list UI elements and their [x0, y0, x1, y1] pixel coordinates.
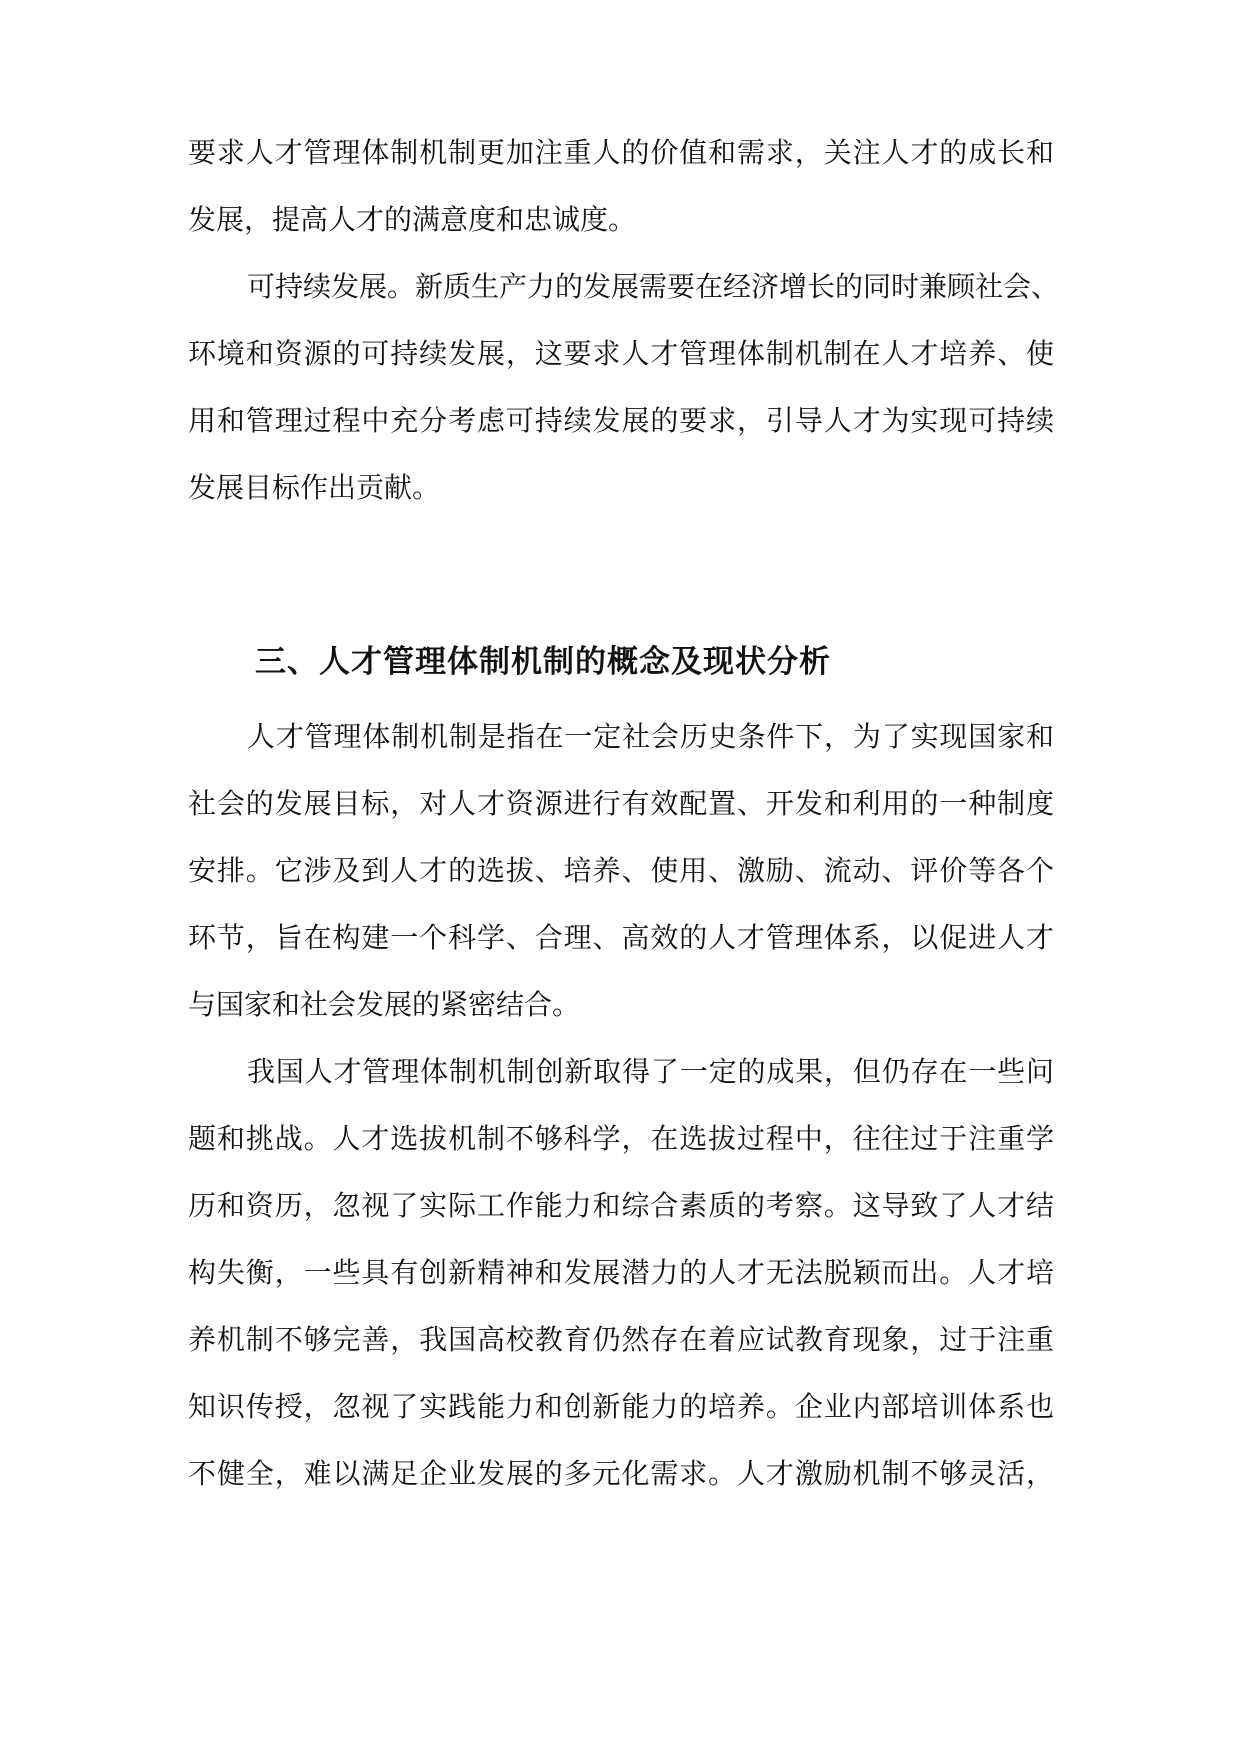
paragraph-line: 人才管理体制机制是指在一定社会历史条件下，为了实现国家和 — [247, 720, 1054, 753]
paragraph-line: 用和管理过程中充分考虑可持续发展的要求，引导人才为实现可持续 — [188, 404, 1054, 437]
paragraph-line: 可持续发展。新质生产力的发展需要在经济增长的同时兼顾社会、 — [247, 270, 1060, 303]
paragraph-line: 构失衡，一些具有创新精神和发展潜力的人才无法脱颖而出。人才培 — [188, 1256, 1054, 1289]
section-heading: 三、人才管理体制机制的概念及现状分析 — [255, 644, 831, 680]
paragraph-line: 历和资历，忽视了实际工作能力和综合素质的考察。这导致了人才结 — [188, 1189, 1054, 1222]
paragraph-line: 环节，旨在构建一个科学、合理、高效的人才管理体系，以促进人才 — [188, 921, 1054, 954]
paragraph-line: 要求人才管理体制机制更加注重人的价值和需求，关注人才的成长和 — [188, 136, 1054, 169]
paragraph-line: 环境和资源的可持续发展，这要求人才管理体制机制在人才培养、使 — [188, 337, 1054, 370]
paragraph-line: 发展，提高人才的满意度和忠诚度。 — [188, 203, 637, 236]
paragraph-line: 养机制不够完善，我国高校教育仍然存在着应试教育现象，过于注重 — [188, 1323, 1054, 1356]
paragraph-line: 社会的发展目标，对人才资源进行有效配置、开发和利用的一种制度 — [188, 787, 1054, 820]
paragraph-line: 安排。它涉及到人才的选拔、培养、使用、激励、流动、评价等各个 — [188, 854, 1054, 887]
paragraph-line: 与国家和社会发展的紧密结合。 — [188, 988, 581, 1021]
paragraph-line: 不健全，难以满足企业发展的多元化需求。人才激励机制不够灵活， — [188, 1457, 1054, 1490]
paragraph-line: 题和挑战。人才选拔机制不够科学，在选拔过程中，往往过于注重学 — [188, 1122, 1054, 1155]
paragraph-line: 知识传授，忽视了实践能力和创新能力的培养。企业内部培训体系也 — [188, 1390, 1054, 1423]
paragraph-line: 我国人才管理体制机制创新取得了一定的成果，但仍存在一些问 — [247, 1055, 1054, 1088]
paragraph-line: 发展目标作出贡献。 — [188, 471, 441, 504]
